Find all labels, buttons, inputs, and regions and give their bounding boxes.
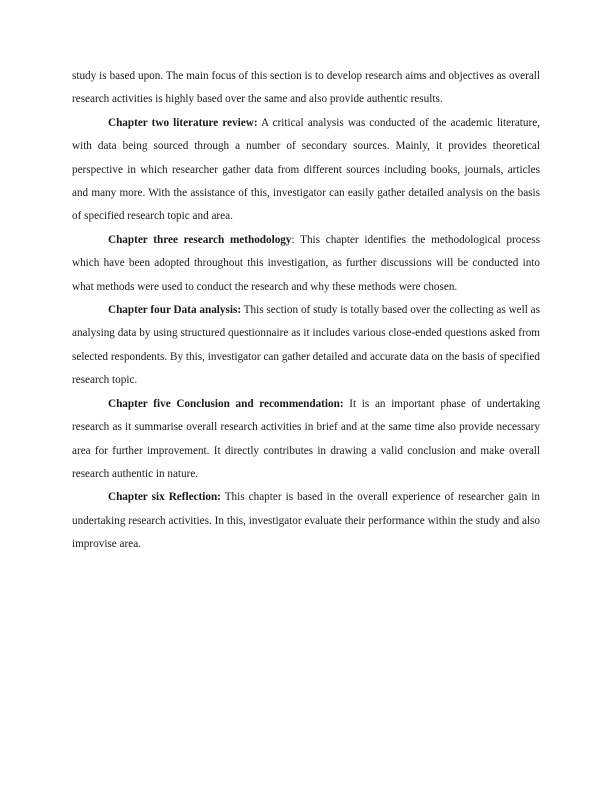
paragraph-text: This section of study is totally based over the collecting as well as analysing data by using structured questionnaire as it includes various close-ended questions asked from selected respondents. By this, investigator can gather detailed and accurate data on the basis of specified research topic. [72,304,540,387]
document-page [72,65,540,557]
paragraph-text: It is an important phase of undertaking research as it summarise overall research activities in brief and at the same time also provide necessary area for further improvement. It directly contributes in drawing a valid conclusion and make overall research authentic in nature. [72,397,540,480]
paragraph-chapter-three [72,229,540,299]
chapter-five-heading: Chapter five Conclusion and recommendation: [108,397,344,410]
paragraph-text: This chapter is based in the overall experience of researcher gain in undertaking research activities. In this, investigator evaluate their performance within the study and also improvise area. [72,491,540,551]
paragraph-text: : This chapter identifies the methodological process which have been adopted throughout this investigation, as further discussions will be conducted into what methods were used to conduct the research and why these methods were chosen. [72,233,540,293]
paragraph-text: study is based upon. The main focus of this section is to develop research aims and objectives as overall research activities is highly based over the same and also provide authentic results. [72,70,540,106]
paragraph-chapter-six [72,486,540,556]
chapter-four-heading: Chapter four Data analysis: [108,304,242,317]
paragraph-text: A critical analysis was conducted of the academic literature, with data being sourced through a number of secondary sources. Mainly, it provides theoretical perspective in which researcher gather data from different sources including books, journals, articles and many more. With the assistance of this, investigator can easily gather detailed analysis on the basis of specified research topic and area. [72,116,540,223]
paragraph-chapter-two [72,112,540,229]
paragraph-chapter-five [72,393,540,487]
chapter-three-heading: Chapter three research methodology [108,233,292,246]
paragraph-intro-continuation [72,65,540,112]
paragraph-chapter-four [72,299,540,393]
chapter-six-heading: Chapter six Reflection: [108,491,221,504]
chapter-two-heading: Chapter two literature review: [108,116,258,129]
